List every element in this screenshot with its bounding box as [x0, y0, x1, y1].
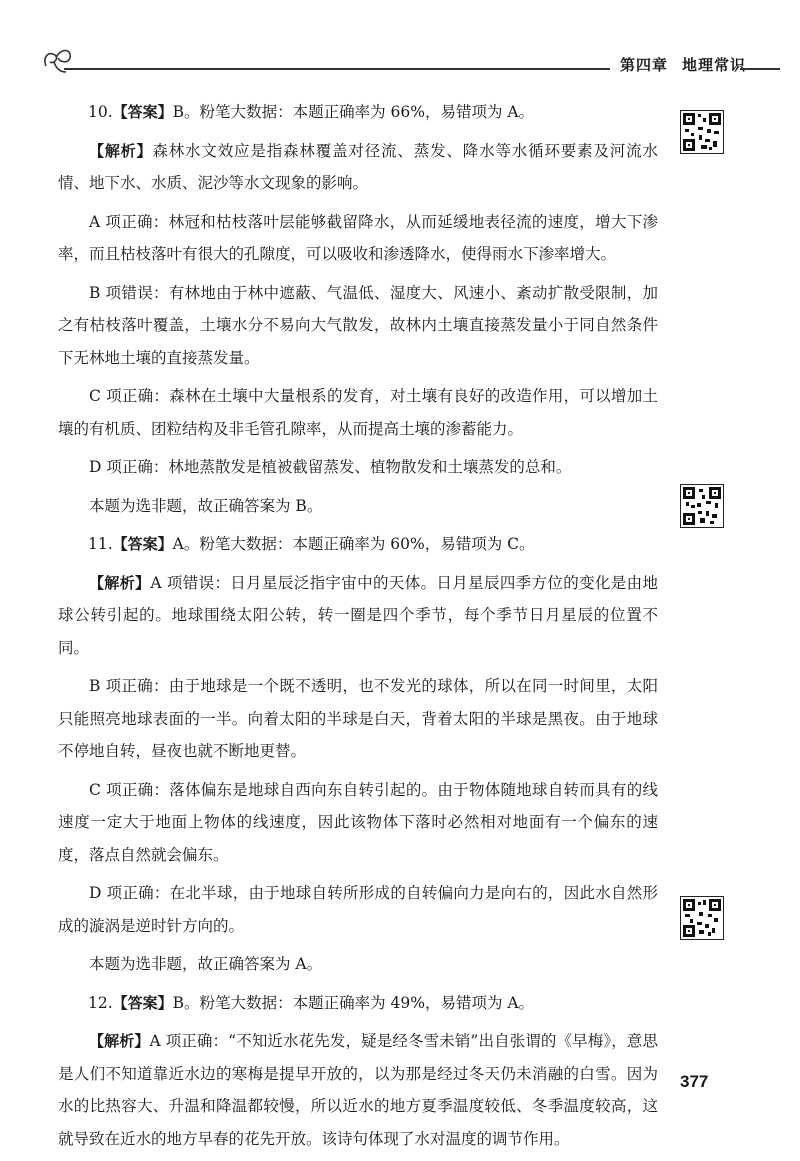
paragraph-text: A 项错误：日月星辰泛指宇宙中的天体。日月星辰四季方位的变化是由地球公转引起的。地球围绕太阳公转，转一圈是四个季节，每个季节日月星辰的位置不同。: [58, 573, 658, 657]
paragraph-text: B。粉笔大数据：本题正确率为 66%，易错项为 A。: [172, 103, 535, 121]
answer-paragraph: [58, 451, 658, 484]
answer-tag: 【答案】: [112, 535, 173, 553]
paragraph-text: B 项正确：由于地球是一个既不透明，也不发光的球体，所以在同一时间里，太阳只能照亮地球表面的一半。向着太阳的半球是白天，背着太阳的半球是黑夜。由于地球不停地自转，昼夜也就不断地更替。: [58, 677, 658, 760]
paragraph-text: B 项错误：有林地由于林中遮蔽、气温低、湿度大、风速小、紊动扩散受限制，加之有枯枝落叶覆盖，土壤水分不易向大气散发，故林内土壤直接蒸发量小于同自然条件下无林地土壤的直接蒸发量。: [58, 283, 658, 367]
paragraph-text: A 项正确：“不知近水花先发，疑是经冬雪未销”出自张谓的《早梅》，意思是人们不知道靠近水边的寒梅是提早开放的，以为那是经过冬天仍未消融的白雪。因为水的比热容大、升温和降温都较慢，所以近水的地方夏季温度较低、冬季温度较高，这就导致在近水的地方早春的花先开放。该诗句体现了水对温度的调节作用。: [58, 1032, 658, 1148]
answer-paragraph: [58, 567, 658, 665]
answer-paragraph: [58, 277, 658, 375]
section-label: 地理常识: [682, 56, 747, 74]
answer-paragraph: [58, 528, 658, 561]
answer-paragraph: [58, 206, 658, 271]
answer-paragraph: [58, 774, 658, 872]
qr-code-icon: [680, 110, 724, 154]
paragraph-text: C 项正确：森林在土壤中大量根系的发育，对土壤有良好的改造作用，可以增加土壤的有机质、团粒结构及非毛管孔隙率，从而提高土壤的渗蓄能力。: [58, 387, 658, 438]
answer-paragraph: [58, 948, 658, 981]
answer-tag: 【答案】: [112, 993, 173, 1012]
paragraph-text: 本题为选非题，故正确答案为 A。: [89, 955, 323, 973]
qr-code-icon: [680, 484, 724, 528]
answer-tag: 【答案】: [112, 103, 173, 121]
question-number: 12.: [88, 993, 113, 1012]
chapter-label: 第四章: [620, 56, 669, 74]
answer-paragraph: [58, 670, 658, 768]
paragraph-text: D 项正确：在北半球，由于地球自转所形成的自转偏向力是向右的，因此水自然形成的漩涡是逆时针方向的。: [58, 884, 658, 935]
answer-paragraph: [58, 490, 658, 523]
paragraph-text: 森林水文效应是指森林覆盖对径流、蒸发、降水等水循环要素及河流水情、地下水、水质、泥沙等水文现象的影响。: [58, 141, 658, 192]
paragraph-text: C 项正确：落体偏东是地球自西向东自转引起的。由于物体随地球自转而具有的线速度一定大于地面上物体的线速度，因此该物体下落时必然相对地面有一个偏东的速度，落点自然就会偏东。: [58, 780, 658, 864]
answer-content: [58, 96, 658, 1161]
answer-tag: 【解析】: [89, 573, 151, 592]
qr-code-icon: [680, 896, 724, 940]
paragraph-text: D 项正确：林地蒸散发是植被截留蒸发、植物散发和土壤蒸发的总和。: [89, 458, 572, 476]
answer-paragraph: [58, 135, 658, 200]
chapter-title: [620, 54, 746, 75]
answer-paragraph: [58, 987, 658, 1020]
page-number: 377: [680, 1072, 709, 1091]
page-header: [40, 40, 780, 76]
paragraph-text: A。粉笔大数据：本题正确率为 60%，易错项为 C。: [172, 535, 535, 553]
question-number: 10.: [88, 103, 113, 121]
answer-paragraph: [58, 877, 658, 942]
answer-paragraph: [58, 380, 658, 445]
answer-paragraph: [58, 1025, 658, 1155]
answer-tag: 【解析】: [89, 1032, 150, 1050]
header-rule: [64, 68, 610, 70]
question-number: 11.: [88, 535, 113, 553]
answer-tag: 【解析】: [89, 141, 153, 160]
header-rule-right: [740, 68, 780, 70]
paragraph-text: 本题为选非题，故正确答案为 B。: [89, 496, 323, 515]
paragraph-text: A 项正确：林冠和枯枝落叶层能够截留降水，从而延缓地表径流的速度，增大下渗率，而且枯枝落叶有很大的孔隙度，可以吸收和渗透降水，使得雨水下渗率增大。: [58, 212, 658, 263]
paragraph-text: B。粉笔大数据：本题正确率为 49%，易错项为 A。: [172, 993, 535, 1012]
answer-paragraph: [58, 96, 658, 129]
